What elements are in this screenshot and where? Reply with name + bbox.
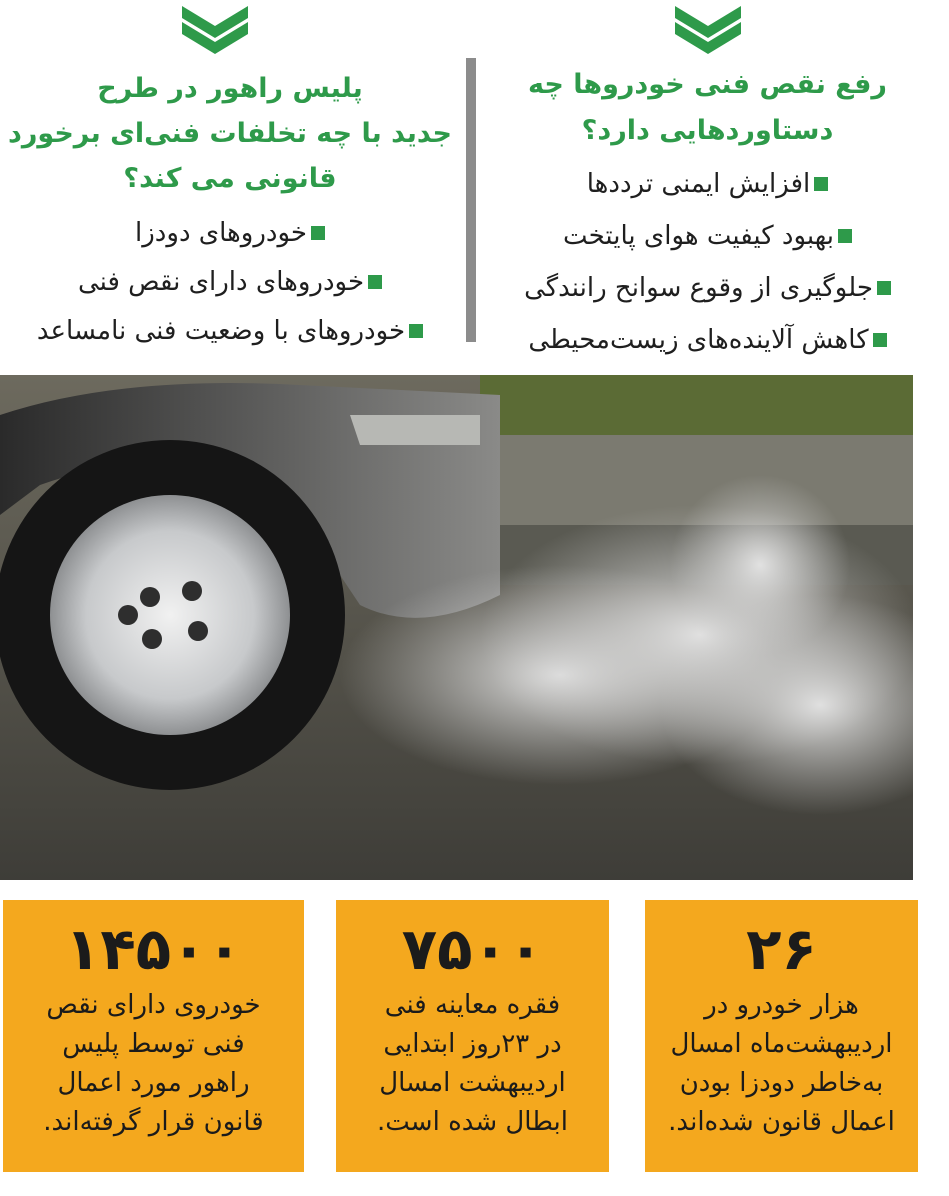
- square-bullet-icon: [838, 229, 852, 243]
- stat-line: خودروی دارای نقص: [46, 990, 261, 1020]
- square-bullet-icon: [873, 333, 887, 347]
- violations-heading: [0, 66, 460, 201]
- stat-line: اردیبهشت‌ماه امسال: [670, 1029, 893, 1059]
- list-item: [0, 208, 460, 257]
- list-item: [0, 306, 460, 355]
- list-item: [480, 262, 935, 314]
- stat-line: در ۲۳روز ابتدایی: [383, 1029, 562, 1059]
- list-item-text: جلوگیری از وقوع سوانح رانندگی: [524, 273, 873, 303]
- violations-heading-line: قانونی می کند؟: [123, 163, 337, 194]
- car-exhaust-smoke-photo: [0, 375, 913, 880]
- stat-line: ابطال شده است.: [377, 1107, 568, 1137]
- list-item-text: خودروهای دارای نقص فنی: [77, 266, 365, 297]
- list-item: [480, 314, 935, 366]
- double-chevron-down-icon: [673, 4, 743, 56]
- square-bullet-icon: [814, 177, 828, 191]
- list-item: [0, 257, 460, 306]
- stat-number: ۱۴۵۰۰: [64, 915, 242, 983]
- stat-line: به‌خاطر دودزا بودن: [679, 1068, 884, 1098]
- square-bullet-icon: [368, 275, 382, 289]
- square-bullet-icon: [409, 324, 423, 338]
- stat-number: ۷۵۰۰: [401, 915, 544, 983]
- benefits-heading-line: رفع نقص فنی خودروها چه: [528, 69, 887, 100]
- list-item: [480, 158, 935, 210]
- benefits-heading: [480, 62, 935, 154]
- stat-line: فقره معاینه فنی: [384, 990, 561, 1020]
- list-item-text: خودروهای دودزا: [135, 217, 307, 248]
- list-item-text: افزایش ایمنی ترددها: [586, 169, 811, 199]
- violations-heading-line: پلیس راهور در طرح: [97, 73, 363, 104]
- stat-line: هزار خودرو در: [704, 990, 859, 1020]
- list-item-text: بهبود کیفیت هوای پایتخت: [563, 221, 834, 251]
- stat-line: اردیبهشت امسال: [379, 1068, 566, 1098]
- violations-list: [0, 208, 460, 355]
- stat-card: [3, 900, 304, 1172]
- double-chevron-down-icon: [180, 4, 250, 56]
- benefits-heading-line: دستاوردهایی دارد؟: [581, 115, 834, 146]
- square-bullet-icon: [311, 226, 325, 240]
- stat-number: ۲۶: [746, 915, 817, 983]
- benefits-panel: [480, 0, 935, 360]
- stat-description: [3, 986, 304, 1142]
- stat-line: فنی توسط پلیس: [62, 1029, 245, 1059]
- stat-line: قانون قرار گرفته‌اند.: [43, 1107, 264, 1137]
- stat-description: [645, 986, 918, 1142]
- list-item: [480, 210, 935, 262]
- square-bullet-icon: [877, 281, 891, 295]
- stat-card: [645, 900, 918, 1172]
- column-divider: [466, 58, 476, 342]
- list-item-text: کاهش آلاینده‌های زیست‌محیطی: [528, 325, 869, 355]
- stat-card: [336, 900, 609, 1172]
- list-item-text: خودروهای با وضعیت فنی نامساعد: [36, 315, 406, 346]
- stat-description: [336, 986, 609, 1142]
- violations-heading-line: جدید با چه تخلفات فنی‌ای برخورد: [8, 118, 452, 149]
- stat-line: اعمال قانون شده‌اند.: [668, 1107, 895, 1137]
- benefits-list: [480, 158, 935, 366]
- stat-line: راهور مورد اعمال: [57, 1068, 250, 1098]
- violations-panel: [0, 0, 460, 360]
